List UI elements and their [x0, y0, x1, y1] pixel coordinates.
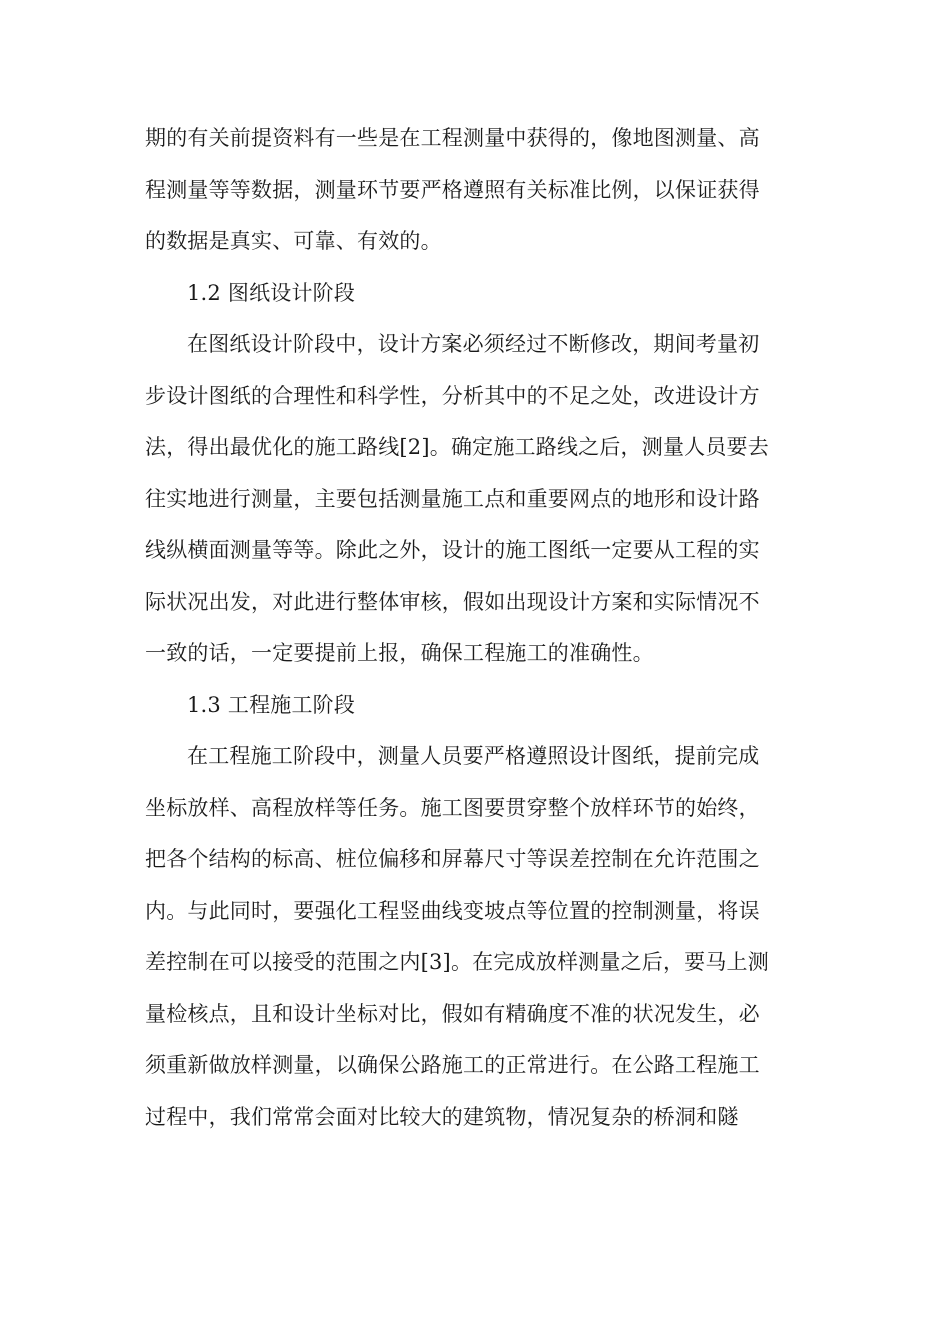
text-line: 坐标放样、高程放样等任务。施工图要贯穿整个放样环节的始终， — [145, 795, 760, 820]
document-body — [145, 113, 805, 1143]
text-line: 步设计图纸的合理性和科学性，分析其中的不足之处，改进设计方 — [145, 383, 760, 408]
text-line: 在工程施工阶段中，测量人员要严格遵照设计图纸，提前完成 — [187, 744, 760, 768]
text-line: 线纵横面测量等等。除此之外，设计的施工图纸一定要从工程的实 — [145, 538, 760, 562]
text-line: 一致的话，一定要提前上报，确保工程施工的准确性。 — [145, 641, 654, 665]
text-line: 往实地进行测量，主要包括测量施工点和重要网点的地形和设计路 — [145, 486, 760, 511]
section-heading: 1.2 图纸设计阶段 — [187, 280, 356, 305]
text-line: 过程中，我们常常会面对比较大的建筑物，情况复杂的桥洞和隧 — [145, 1104, 739, 1129]
text-line: 在图纸设计阶段中，设计方案必须经过不断修改，期间考量初 — [187, 332, 760, 356]
text-line: 差控制在可以接受的范围之内[3]。在完成放样测量之后，要马上测 — [145, 950, 769, 974]
text-line: 须重新做放样测量，以确保公路施工的正常进行。在公路工程施工 — [145, 1053, 760, 1077]
text-line: 量检核点，且和设计坐标对比，假如有精确度不准的状况发生，必 — [145, 1001, 760, 1026]
text-line: 期的有关前提资料有一些是在工程测量中获得的，像地图测量、高 — [145, 126, 760, 150]
text-line: 内。与此同时，要强化工程竖曲线变坡点等位置的控制测量，将误 — [145, 898, 760, 923]
section-heading: 1.3 工程施工阶段 — [187, 692, 356, 717]
text-line: 法，得出最优化的施工路线[2]。确定施工路线之后，测量人员要去 — [145, 435, 769, 459]
text-line: 际状况出发，对此进行整体审核，假如出现设计方案和实际情况不 — [145, 589, 760, 614]
text-line: 的数据是真实、可靠、有效的。 — [145, 229, 442, 253]
text-line: 把各个结构的标高、桩位偏移和屏幕尺寸等误差控制在允许范围之 — [145, 847, 760, 871]
text-line: 程测量等等数据，测量环节要严格遵照有关标准比例，以保证获得 — [145, 177, 760, 202]
